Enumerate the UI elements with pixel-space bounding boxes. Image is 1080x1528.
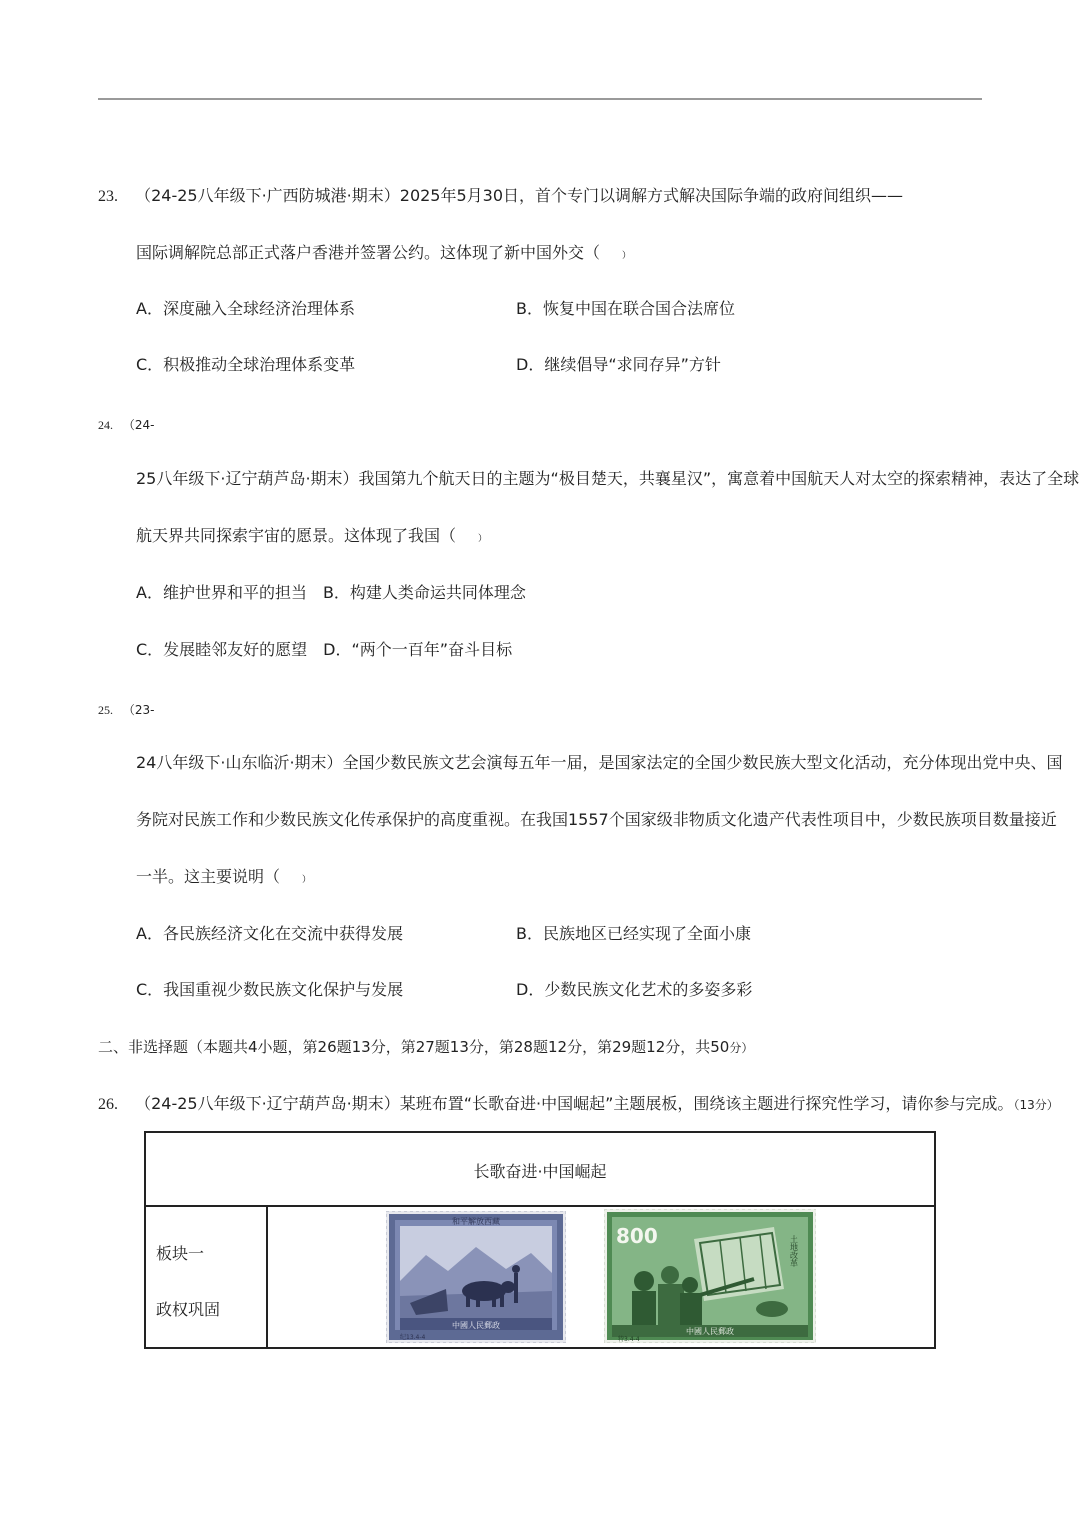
q25-option-a: A．各民族经济文化在交流中获得发展 — [136, 924, 403, 943]
q24-line2 — [136, 526, 487, 549]
q24-stem-1: 25八年级下·辽宁葫芦岛·期末）我国第九个航天日的主题为“极目楚天，共襄星汉”，寓意着中国航天人对太空的探索精神，表达了全球 — [136, 469, 1080, 488]
section2-heading-text: 二、非选择题（本题共4小题，第26题13分，第27题13分，第28题12分，第29题12分，共50 — [98, 1038, 730, 1056]
q25-option-d: D．少数民族文化艺术的多姿多彩 — [516, 980, 753, 999]
q25-option-b: B．民族地区已经实现了全面小康 — [516, 924, 751, 943]
q26-table-title: 长歌奋进·中国崛起 — [473, 1162, 607, 1181]
q26-stem: （24-25八年级下·辽宁葫芦岛·期末）某班布置“长歌奋进·中国崛起”主题展板，围绕该主题进行探究性学习，请你参与完成。 — [135, 1094, 1014, 1113]
q25-source-start: （23- — [122, 703, 155, 717]
q25-line0 — [98, 700, 154, 720]
q25-line3 — [136, 867, 311, 890]
q25-stem-2: 务院对民族工作和少数民族文化传承保护的高度重视。在我国1557个国家级非物质文化遗产代表性项目中，少数民族项目数量接近 — [136, 810, 1057, 829]
q23-paren: ） — [622, 251, 632, 261]
stamp2-side-text: 土地改革 — [789, 1235, 799, 1267]
q26-table-header — [146, 1133, 934, 1207]
header-rule — [98, 98, 982, 100]
q25-number: 25. — [98, 703, 113, 717]
q24-options-row2: C．发展睦邻友好的愿望 D．“两个一百年”奋斗目标 — [136, 640, 513, 659]
q24-stem-2: 航天界共同探索宇宙的愿景。这体现了我国（ — [136, 526, 457, 545]
stamp1-header: 和平解放西藏 — [452, 1217, 500, 1226]
q23-option-c: C．积极推动全球治理体系变革 — [136, 355, 356, 374]
q25-option-c: C．我国重视少数民族文化保护与发展 — [136, 980, 404, 999]
q26-line1 — [98, 1094, 1059, 1115]
q25-paren: ） — [302, 875, 312, 885]
q23-stem-1: （24-25八年级下·广西防城港·期末）2025年5月30日，首个专门以调解方式解决国际争端的政府间组织—— — [135, 186, 904, 205]
stamp1-corner: 纪13.4-4 — [400, 1334, 426, 1341]
q23-stem-2: 国际调解院总部正式落户香港并签署公约。这体现了新中国外交（ — [136, 243, 601, 262]
stamp-tibet-image — [386, 1211, 566, 1343]
q23-option-d: D．继续倡导“求同存异”方针 — [516, 355, 721, 374]
stamp-land-reform-image — [604, 1209, 816, 1343]
q23-line2 — [136, 243, 631, 266]
stamp2-footer: 中國人民郵政 — [686, 1327, 734, 1336]
q24-number: 24. — [98, 418, 113, 432]
section2-heading-tail: 分） — [729, 1041, 754, 1055]
stamp1-footer: 中國人民郵政 — [452, 1321, 500, 1330]
q23-option-a: A．深度融入全球经济治理体系 — [136, 299, 355, 318]
q26-score: （13分） — [1013, 1098, 1059, 1112]
q24-line0 — [98, 415, 154, 435]
stamp-tibet-liberation — [386, 1211, 566, 1343]
row1-label-a: 板块一 — [156, 1244, 205, 1263]
section2-heading — [98, 1037, 753, 1058]
q24-paren: ） — [478, 534, 488, 544]
q24-options-row1: A．维护世界和平的担当 B．构建人类命运共同体理念 — [136, 583, 526, 602]
q25-stem-1: 24八年级下·山东临沂·期末）全国少数民族文艺会演每五年一届，是国家法定的全国少数民族大型文化活动，充分体现出党中央、国 — [136, 753, 1063, 772]
q26-number: 26. — [98, 1096, 118, 1113]
q23-number: 23. — [98, 188, 118, 205]
stamp2-value: 800 — [616, 1224, 658, 1248]
q25-stem-3: 一半。这主要说明（ — [136, 867, 281, 886]
row1-label-b: 政权巩固 — [156, 1300, 221, 1319]
q26-table-row1-label — [146, 1205, 268, 1347]
stamp-land-reform — [604, 1209, 816, 1343]
q23-line1 — [98, 186, 903, 207]
stamp2-corner: 特3.4-4 — [618, 1336, 640, 1343]
q24-source-start: （24- — [122, 418, 155, 432]
q23-option-b: B．恢复中国在联合国合法席位 — [516, 299, 735, 318]
